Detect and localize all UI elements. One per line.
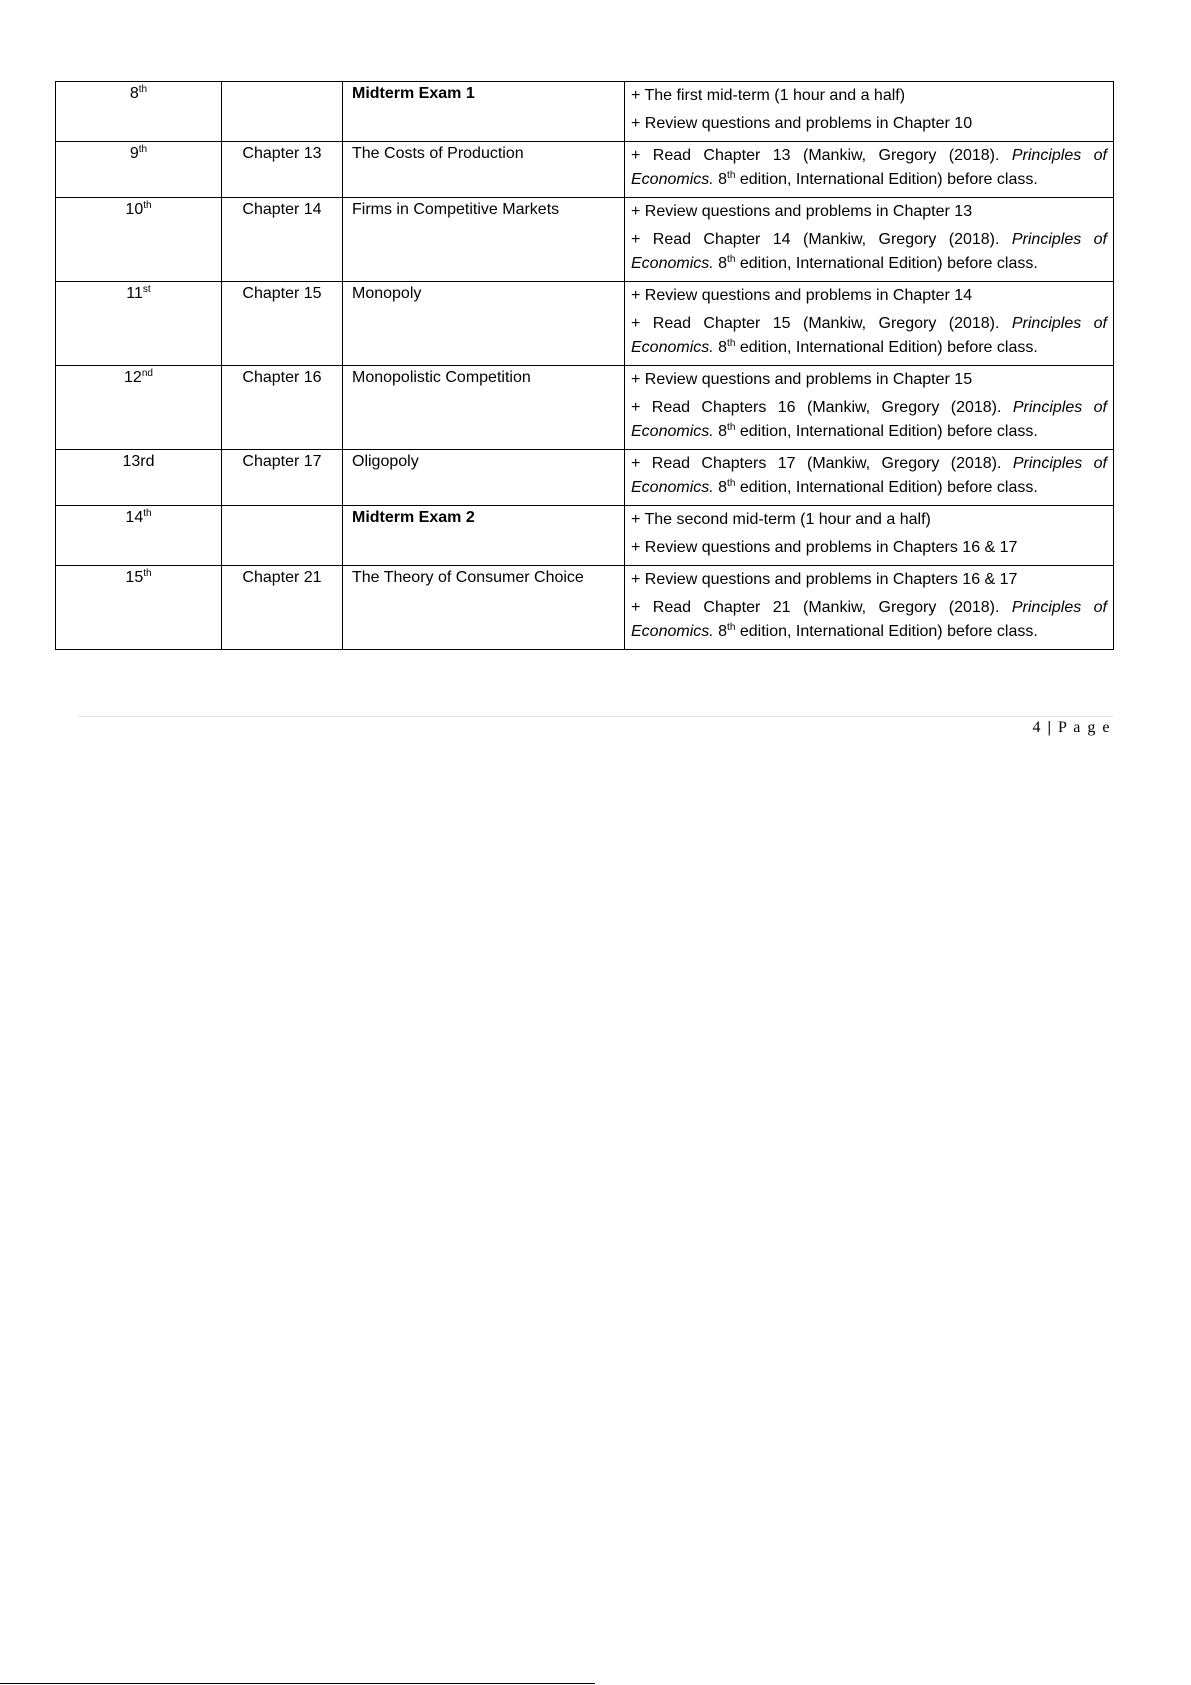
activities-cell: [625, 366, 1114, 450]
reading-instruction: + Read Chapter 15 (Mankiw, Gregory (2018).: [631, 315, 1012, 332]
bottom-edge-line: [0, 1683, 595, 1684]
page-number: [1032, 719, 1111, 737]
edition-number: 8: [713, 479, 728, 496]
reading-instruction: + Read Chapter 13 (Mankiw, Gregory (2018).: [631, 147, 1012, 164]
schedule-row: [56, 82, 1114, 142]
course-schedule-table: [55, 81, 1114, 650]
page-label: P a g e: [1057, 719, 1111, 736]
week-suffix: th: [143, 508, 152, 519]
chapter-cell: Chapter 17: [222, 450, 343, 506]
week-suffix: th: [143, 200, 152, 211]
week-number: 12: [124, 369, 142, 386]
schedule-row: [56, 198, 1114, 282]
topic-cell: The Costs of Production: [343, 142, 625, 198]
schedule-row: [56, 142, 1114, 198]
week-number: 10: [125, 201, 144, 218]
reading-instruction: + Read Chapters 16 (Mankiw, Gregory (2018).: [631, 399, 1013, 416]
activities-cell: [625, 450, 1114, 506]
activity-line: [631, 228, 1107, 276]
edition-suffix: th: [727, 622, 736, 633]
activities-cell: [625, 566, 1114, 650]
activity-line: + Review questions and problems in Chapter 13: [631, 203, 973, 220]
page-number-separator: |: [1047, 719, 1053, 736]
activity-line: [631, 312, 1107, 360]
week-suffix: nd: [141, 368, 153, 379]
activity-line: + The first mid-term (1 hour and a half): [631, 87, 906, 104]
activity-line: [631, 596, 1107, 644]
topic-cell: Monopolistic Competition: [343, 366, 625, 450]
week-cell: [56, 566, 222, 650]
footer-divider: [78, 716, 1113, 717]
week-suffix: th: [143, 568, 152, 579]
schedule-body: [56, 82, 1114, 650]
week-cell: [56, 366, 222, 450]
edition-details: edition, International Edition) before class.: [735, 479, 1038, 496]
week-number: 15: [125, 569, 144, 586]
activities-cell: [625, 142, 1114, 198]
book-title: Principles of Economics.: [631, 399, 1107, 440]
exam-title-cell: Midterm Exam 1: [343, 82, 625, 142]
activity-line: + The second mid-term (1 hour and a half): [631, 511, 931, 528]
reading-instruction: + Read Chapter 21 (Mankiw, Gregory (2018).: [631, 599, 1012, 616]
week-cell: [56, 142, 222, 198]
week-cell: [56, 506, 222, 566]
schedule-row: [56, 450, 1114, 506]
activities-cell: [625, 82, 1114, 142]
activity-line: [631, 144, 1107, 192]
week-number: 13rd: [122, 453, 155, 470]
activities-cell: [625, 282, 1114, 366]
activity-line: [631, 452, 1107, 500]
book-title: Principles of Economics.: [631, 147, 1107, 188]
edition-suffix: th: [727, 422, 736, 433]
activity-line: + Review questions and problems in Chapter 15: [631, 371, 973, 388]
activity-line: + Review questions and problems in Chapter 10: [631, 115, 973, 132]
chapter-cell: [222, 82, 343, 142]
week-number: 9: [129, 145, 139, 162]
chapter-cell: Chapter 16: [222, 366, 343, 450]
activity-line: + Review questions and problems in Chapter 14: [631, 287, 973, 304]
activities-cell: [625, 506, 1114, 566]
week-cell: [56, 450, 222, 506]
week-cell: [56, 82, 222, 142]
week-number: 8: [129, 85, 139, 102]
edition-details: edition, International Edition) before class.: [735, 171, 1038, 188]
week-suffix: th: [138, 84, 148, 95]
activity-line: [631, 396, 1107, 444]
edition-number: 8: [713, 255, 728, 272]
edition-number: 8: [713, 171, 728, 188]
book-title: Principles of Economics.: [631, 599, 1107, 640]
edition-details: edition, International Edition) before class.: [735, 255, 1038, 272]
reading-instruction: + Read Chapters 17 (Mankiw, Gregory (2018).: [631, 455, 1013, 472]
week-number: 11: [126, 285, 143, 302]
edition-number: 8: [713, 623, 728, 640]
reading-instruction: + Read Chapter 14 (Mankiw, Gregory (2018).: [631, 231, 1012, 248]
schedule-row: [56, 506, 1114, 566]
chapter-cell: Chapter 13: [222, 142, 343, 198]
activity-line: + Review questions and problems in Chapters 16 & 17: [631, 571, 1018, 588]
chapter-cell: Chapter 15: [222, 282, 343, 366]
chapter-cell: Chapter 21: [222, 566, 343, 650]
book-title: Principles of Economics.: [631, 455, 1107, 496]
book-title: Principles of Economics.: [631, 231, 1107, 272]
activity-line: + Review questions and problems in Chapters 16 & 17: [631, 539, 1018, 556]
week-number: 14: [125, 509, 144, 526]
schedule-row: [56, 282, 1114, 366]
week-cell: [56, 282, 222, 366]
chapter-cell: [222, 506, 343, 566]
book-title: Principles of Economics.: [631, 315, 1107, 356]
topic-cell: Monopoly: [343, 282, 625, 366]
week-suffix: th: [138, 144, 148, 155]
topic-cell: Firms in Competitive Markets: [343, 198, 625, 282]
page-number-value: 4: [1032, 719, 1042, 736]
edition-details: edition, International Edition) before class.: [735, 339, 1038, 356]
edition-details: edition, International Edition) before class.: [735, 623, 1038, 640]
edition-details: edition, International Edition) before class.: [735, 423, 1038, 440]
schedule-row: [56, 366, 1114, 450]
edition-suffix: th: [727, 170, 736, 181]
exam-title-cell: Midterm Exam 2: [343, 506, 625, 566]
chapter-cell: Chapter 14: [222, 198, 343, 282]
week-suffix: st: [142, 284, 151, 295]
topic-cell: Oligopoly: [343, 450, 625, 506]
edition-suffix: th: [727, 254, 736, 265]
week-cell: [56, 198, 222, 282]
edition-number: 8: [713, 423, 728, 440]
schedule-row: [56, 566, 1114, 650]
edition-number: 8: [713, 339, 728, 356]
activities-cell: [625, 198, 1114, 282]
edition-suffix: th: [727, 478, 736, 489]
edition-suffix: th: [727, 338, 736, 349]
topic-cell: The Theory of Consumer Choice: [343, 566, 625, 650]
